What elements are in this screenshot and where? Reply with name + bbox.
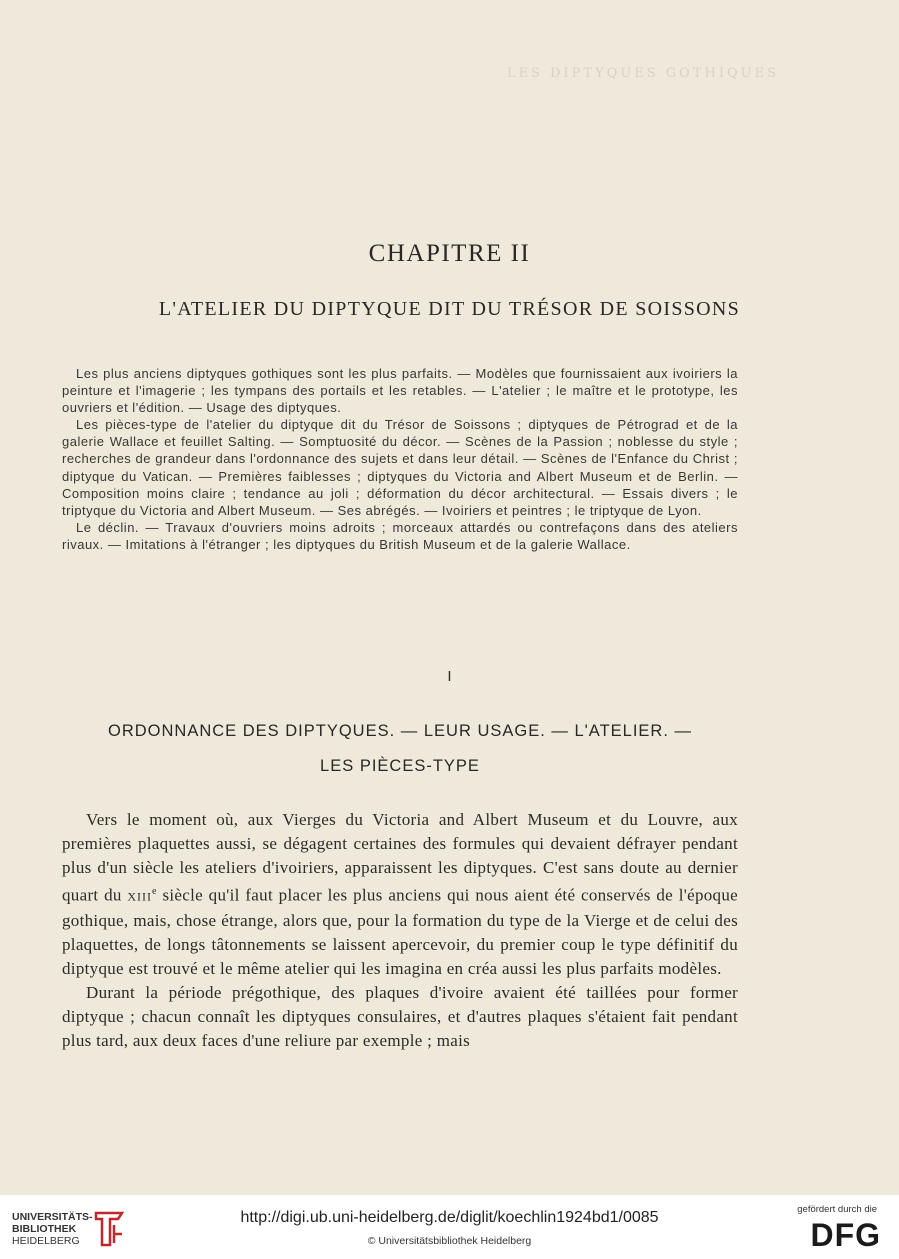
sponsor-caption: gefördert durch die (797, 1204, 877, 1215)
section-title-line: ORDONNANCE DES DIPTYQUES. — LEUR USAGE. — L'ATELIER. — (107, 722, 693, 740)
library-name-line: HEIDELBERG (12, 1235, 80, 1247)
section-title (62, 714, 738, 784)
library-name-line: BIBLIOTHEK (12, 1223, 77, 1235)
century-superscript: e (152, 885, 157, 897)
summary-paragraph: Le déclin. — Travaux d'ouvriers moins adroits ; morceaux attardés ou contrefaçons dans des ateliers rivaux. — Imitations à l'étranger ; les diptyques du British Museum et de la galerie Wallace. (62, 519, 738, 552)
section-title-line: LES PIÈCES-TYPE (320, 757, 480, 775)
body-text-run: siècle qu'il faut placer les plus anciens qui nous aient été conservés de l'époque gothique, mais, chose étrange, alors que, pour la formation du type de la Vierge et de celui des plaquettes, de longs tâtonnements se laissent apercevoir, du premier coup le type définitif du diptyque est trouvé et le même atelier qui les imagina en créa aussi les plus parfaits modèles. (62, 885, 738, 979)
body-paragraph: Durant la période prégothique, des plaques d'ivoire avaient été taillées pour former diptyque ; chacun connaît les diptyques consulaires, et d'autres plaques s'étaient fait pendant plus tard, aux deux faces d'une reliure par exemple ; mais (62, 983, 738, 1050)
chapter-title: CHAPITRE II (368, 240, 531, 267)
body-paragraph (62, 808, 738, 981)
library-name-line: UNIVERSITÄTS- (12, 1211, 93, 1223)
body-text-run: Vers le moment où, aux Vierges du Victoria and Albert Museum et du Louvre, aux premières plaquettes aussi, se dégagent certaines des formules qui devaient défrayer pendant plus d'un siècle les ateliers d'ivoiriers, apparaissent les diptyques. C'est sans doute au dernier quart du (62, 810, 738, 905)
section-number: I (447, 668, 452, 685)
summary-paragraph: Les pièces-type de l'atelier du diptyque dit du Trésor de Soissons ; diptyques de Pétrograd et de la galerie Wallace et feuillet Salting. — Somptuosité du décor. — Scènes de la Passion ; noblesse du style ; recherches de grandeur dans l'ordonnance des sujets et dans leur détail. — Scènes de l'Enfance du Christ ; diptyque du Vatican. — Premières faiblesses ; diptyques du Victoria and Albert Museum et de Berlin. — Composition moins claire ; tendance au joli ; déformation du décor architectural. — Essais divers ; le triptyque du Victoria and Albert Museum. — Ses abrégés. — Ivoiriers et peintres ; le triptyque de Lyon. (62, 417, 738, 518)
show-through-header: LES DIPTYQUES GOTHIQUES (506, 66, 779, 81)
century-numeral: XIII (127, 889, 153, 904)
dfg-logo: DFG (810, 1217, 881, 1253)
permalink[interactable]: http://digi.ub.uni-heidelberg.de/diglit/koechlin1924bd1/0085 (240, 1209, 659, 1226)
viewer-footer (0, 1195, 899, 1259)
chapter-subtitle: L'ATELIER DU DIPTYQUE DIT DU TRÉSOR DE SOISSONS (158, 298, 741, 320)
body-text (62, 808, 738, 1053)
chapter-summary (62, 365, 738, 553)
copyright-notice: © Universitätsbibliothek Heidelberg (367, 1235, 532, 1247)
summary-paragraph: Les plus anciens diptyques gothiques sont les plus parfaits. — Modèles que fournissaient aux ivoiriers la peinture et l'imagerie ; les tympans des portails et les retables. — L'atelier ; le maître et le prototype, les ouvriers et l'édition. — Usage des diptyques. (62, 366, 738, 416)
